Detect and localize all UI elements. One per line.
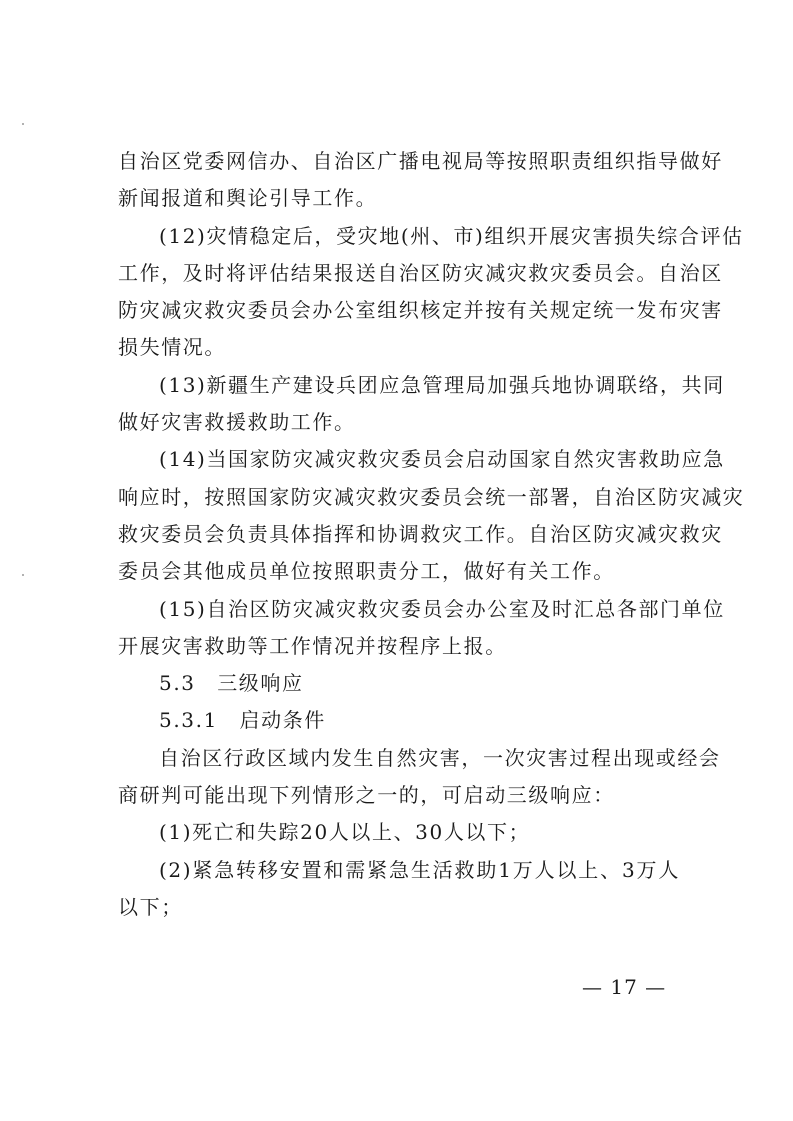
- condition-item-2-line: (2)紧急转移安置和需紧急生活救助1万人以上、3万人: [159, 857, 680, 882]
- scan-speck-mark: [22, 574, 24, 576]
- document-body: [118, 143, 745, 926]
- list-item-12-line: 工作，及时将评估结果报送自治区防灾减灾救灾委员会。自治区: [118, 260, 723, 285]
- list-item-13-line: 做好灾害救援救助工作。: [118, 410, 356, 435]
- list-item-14-line: (14)当国家防灾减灾救灾委员会启动国家自然灾害救助应急: [159, 447, 725, 472]
- condition-item-1: (1)死亡和失踪20人以上、30人以下；: [159, 820, 531, 845]
- page-number: — 17 —: [582, 975, 667, 999]
- body-text-line: 商研判可能出现下列情形之一的，可启动三级响应：: [118, 783, 615, 808]
- list-item-15-line: 开展灾害救助等工作情况并按程序上报。: [118, 633, 507, 658]
- list-item-13-line: (13)新疆生产建设兵团应急管理局加强兵地协调联络，共同: [159, 372, 725, 397]
- body-text-line: 新闻报道和舆论引导工作。: [118, 186, 378, 211]
- list-item-12-line: (12)灾情稳定后，受灾地(州、市)组织开展灾害损失综合评估: [159, 223, 744, 248]
- condition-item-2-line: 以下；: [118, 894, 183, 919]
- scan-speck-mark: [22, 123, 24, 125]
- list-item-12-line: 防灾减灾救灾委员会办公室组织核定并按有关规定统一发布灾害: [118, 298, 723, 323]
- list-item-15-line: (15)自治区防灾减灾救灾委员会办公室及时汇总各部门单位: [159, 596, 725, 621]
- body-text-line: 自治区党委网信办、自治区广播电视局等按照职责组织指导做好: [118, 149, 723, 173]
- list-item-12-line: 损失情况。: [118, 335, 226, 360]
- list-item-14-line: 救灾委员会负责具体指挥和协调救灾工作。自治区防灾减灾救灾: [118, 521, 723, 546]
- section-heading: 5.3 三级响应: [159, 671, 304, 696]
- body-text-line: 自治区行政区域内发生自然灾害，一次灾害过程出现或经会: [159, 745, 721, 770]
- list-item-14-line: 委员会其他成员单位按照职责分工，做好有关工作。: [118, 559, 615, 584]
- subsection-heading: 5.3.1 启动条件: [159, 708, 326, 733]
- list-item-14-line: 响应时，按照国家防灾减灾救灾委员会统一部署，自治区防灾减灾: [118, 484, 745, 509]
